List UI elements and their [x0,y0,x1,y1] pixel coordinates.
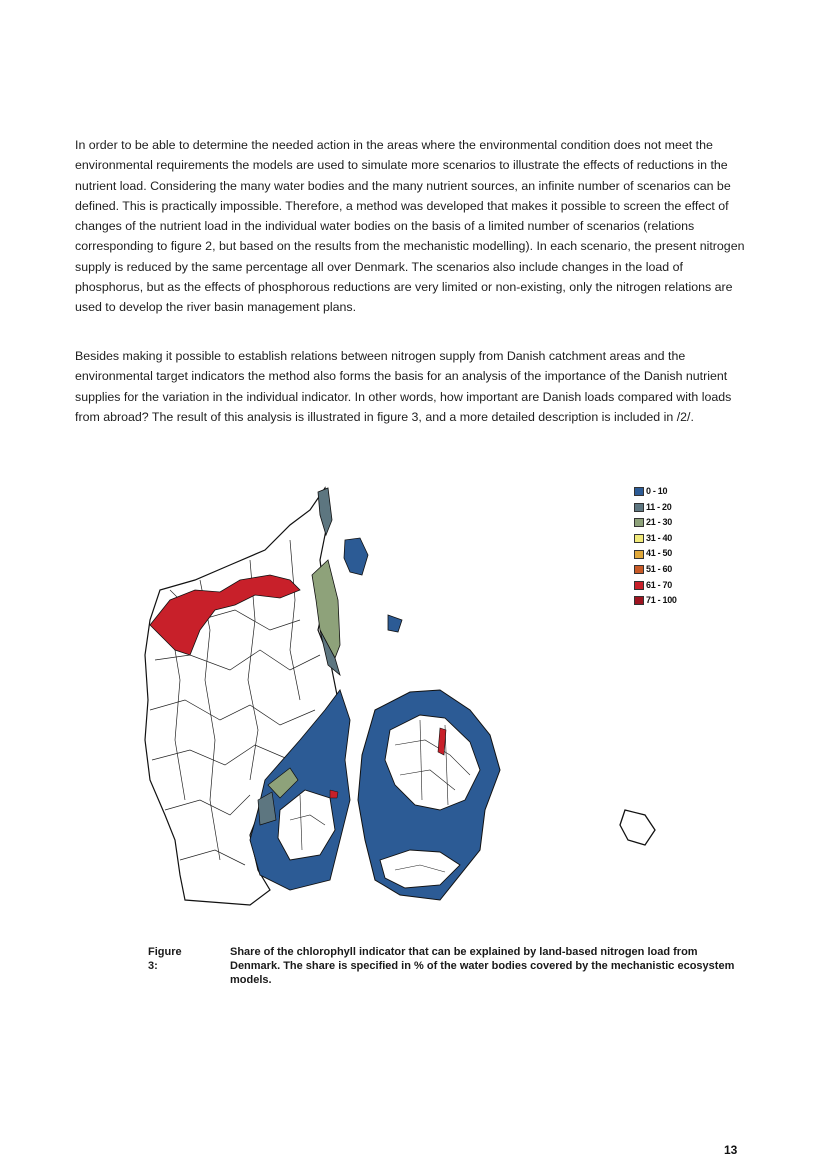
legend-item-11-20 [634,500,677,516]
legend-item-51-60 [634,562,677,578]
legend-swatch [634,518,644,527]
page-number: 13 [724,1143,738,1157]
legend-item-0-10 [634,484,677,500]
legend-item-41-50 [634,546,677,562]
legend-swatch [634,550,644,559]
paragraph-analysis: Besides making it possible to establish relations between nitrogen supply from Danish catchment areas and the environmental target indicators the method also forms the basis for an analysis of the importance of the Danish nutrient supplies for the variation in the individual indicator. In other words, how important are Danish loads compared with loads from abroad? The result of this analysis is illustrated in figure 3, and a more detailed description is included in /2/. [75,349,732,424]
denmark-map-figure [140,480,700,930]
legend-swatch [634,534,644,543]
legend-swatch [634,581,644,590]
laesoe-island [344,538,368,575]
legend-label: 71 - 100 [646,595,677,606]
legend-swatch [634,596,644,605]
bornholm-island [620,810,655,845]
legend-label: 21 - 30 [646,517,672,528]
legend-label: 61 - 70 [646,579,672,590]
legend-label: 41 - 50 [646,548,672,559]
legend-label: 31 - 40 [646,532,672,543]
legend-item-61-70 [634,578,677,594]
figure-label: Figure 3: [148,946,182,972]
legend-swatch [634,565,644,574]
paragraph-scenarios: In order to be able to determine the needed action in the areas where the environmental condition does not meet the environmental requirements the models are used to simulate more scenarios to illustrate the effects of reductions in the nutrient load. Considering the many water bodies and the many nutrient sources, an infinite number of scenarios can be defined. This is practically impossible. Therefore, a method was developed that makes it possible to screen the effect of changes of the nutrient load in the individual water bodies on the basis of a limited number of scenarios (relations corresponding to figure 2, but based on the results from the mechanistic modelling). In each scenario, the present nitrogen supply is reduced by the same percentage all over Denmark. The scenarios also include changes in the load of phosphorus, but as the effects of phosphorous reductions are very limited or non-existing, only the nitrogen relations are used to develop the river basin management plans. [75,138,745,315]
figure-caption-text: Share of the chlorophyll indicator that can be explained by land-based nitrogen load from Denmark. The share is specified in % of the water bodies covered by the mechanistic ecosystem models. [230,946,735,986]
legend-item-31-40 [634,531,677,547]
legend-swatch [634,503,644,512]
legend-label: 0 - 10 [646,486,668,496]
legend-label: 11 - 20 [646,501,672,512]
anholt-island [388,615,402,632]
legend-swatch [634,487,644,496]
map-legend [634,484,677,609]
legend-item-21-30 [634,515,677,531]
legend-label: 51 - 60 [646,563,672,574]
legend-item-71-100 [634,593,677,609]
